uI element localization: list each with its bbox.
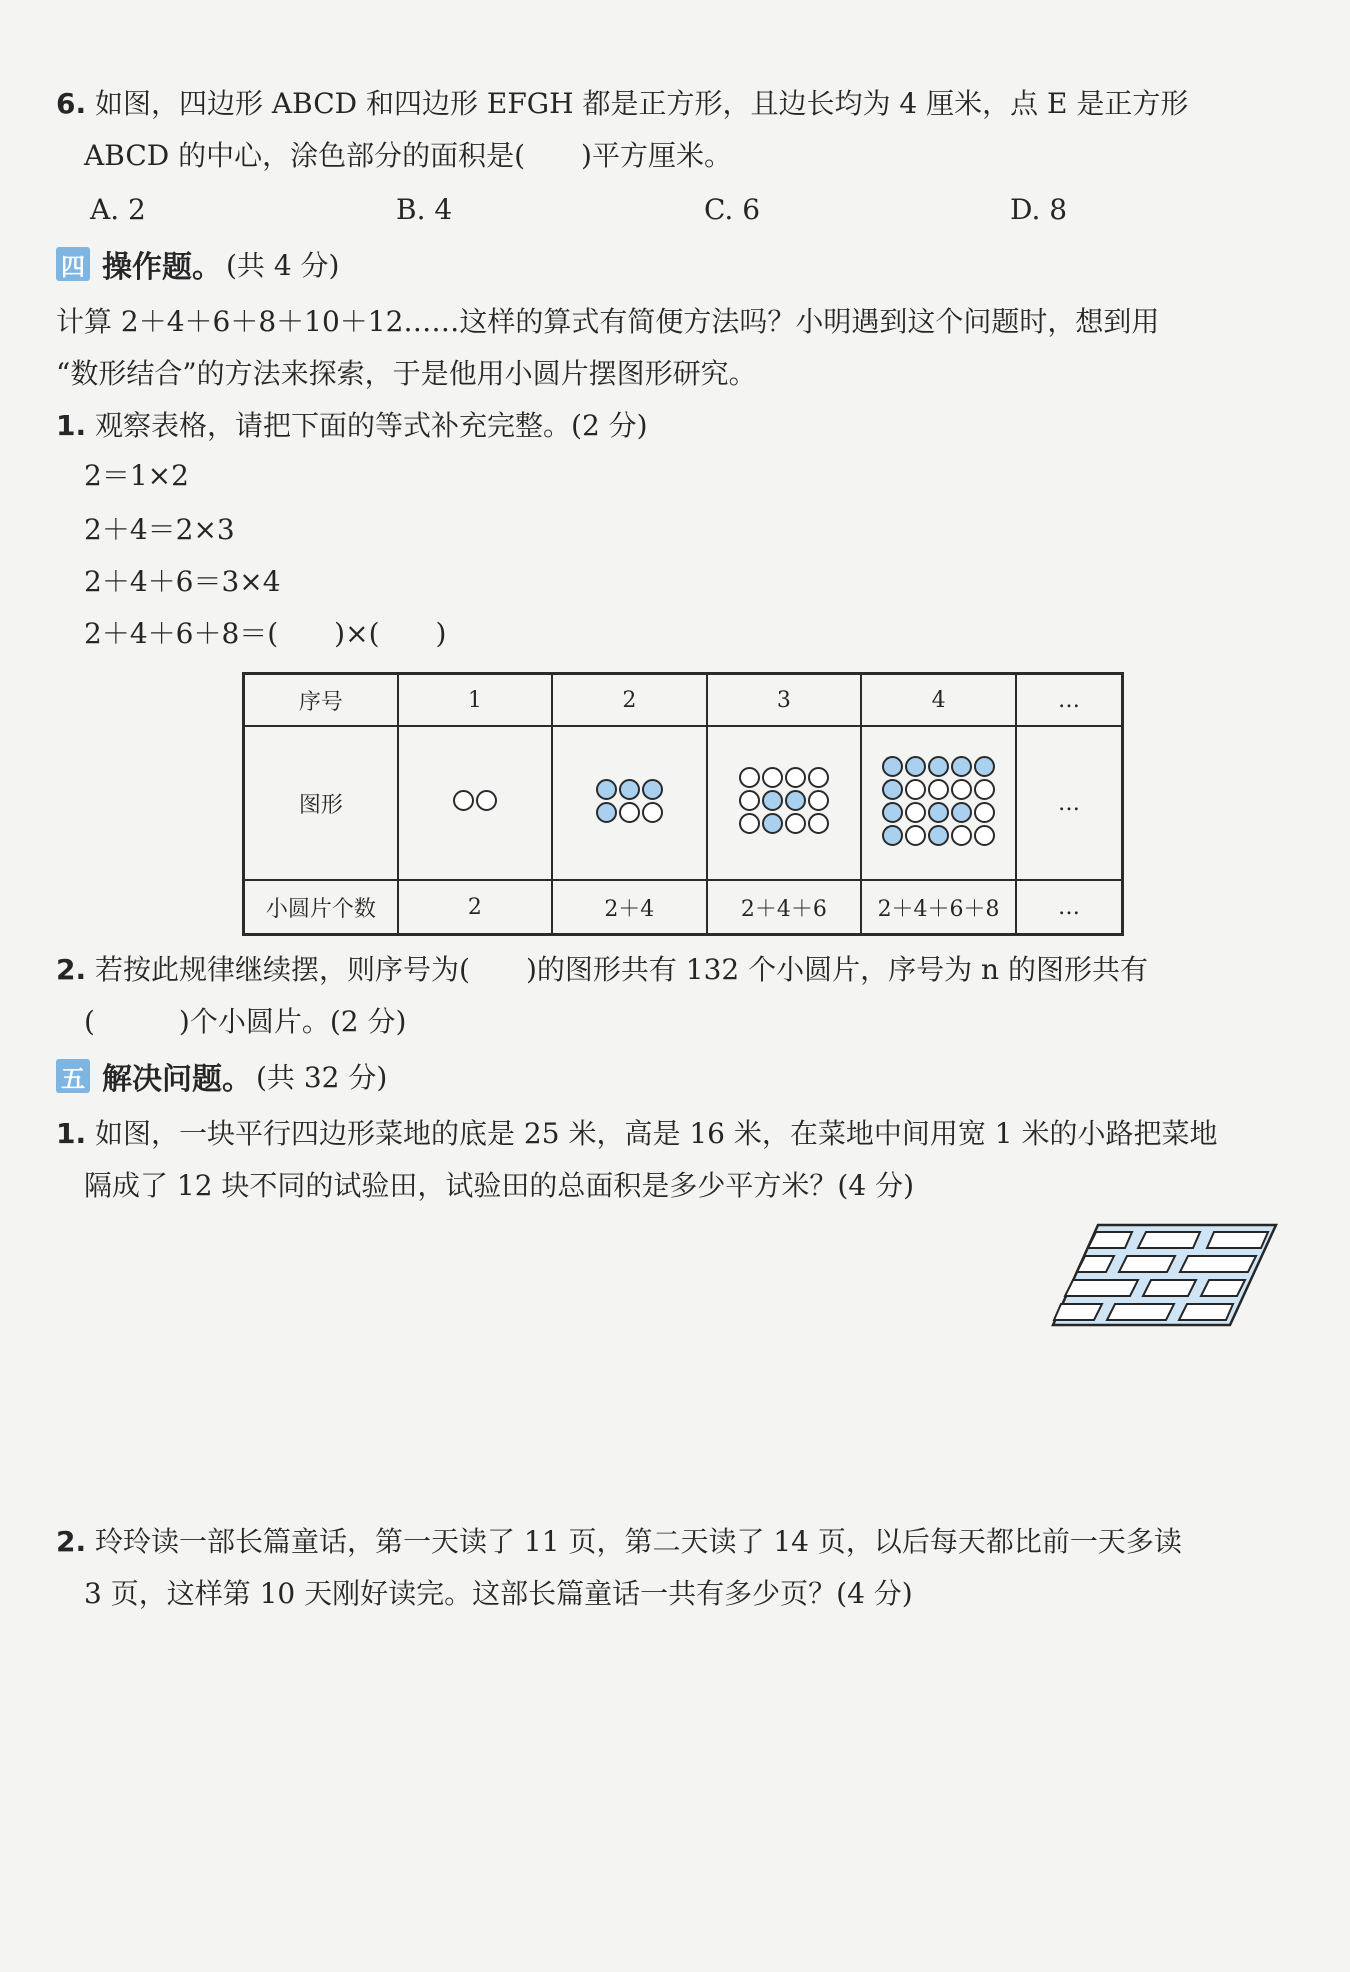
circle-piece (928, 779, 949, 800)
circle-piece-shaded (928, 825, 949, 846)
count-cell-3: 2＋4＋6 (707, 880, 862, 935)
figure-cell-4 (861, 726, 1016, 880)
q6-number: 6. (56, 87, 87, 120)
circle-piece (974, 779, 995, 800)
q6-text-line1: 如图，四边形 ABCD 和四边形 EFGH 都是正方形，且边长均为 4 厘米，点 E 是正方形 (95, 87, 1189, 120)
section4-badge: 四 (56, 247, 90, 281)
s5-q2-line1 (56, 1522, 1182, 1562)
vegetable-field-diagram (1050, 1222, 1290, 1328)
section4-score: (共 4 分) (226, 249, 340, 282)
row-header-figure: 图形 (244, 726, 398, 880)
s5-q2-number: 2. (56, 1525, 87, 1558)
circle-piece (785, 813, 806, 834)
s4-q1-text: 观察表格，请把下面的等式补充完整。(2 分) (95, 409, 648, 442)
circle-piece-shaded (951, 802, 972, 823)
circle-piece (808, 813, 829, 834)
circle-piece (642, 802, 663, 823)
section4-intro-line2: “数形结合”的方法来探索，于是他用小圆片摆图形研究。 (56, 357, 757, 390)
q6-option-d[interactable]: D. 8 (1010, 193, 1068, 226)
circle-piece (619, 802, 640, 823)
q6-line1 (56, 84, 1188, 124)
equation-2: 2＋4＝2×3 (84, 513, 235, 546)
circle-piece (951, 825, 972, 846)
figure-cell-more: … (1016, 726, 1123, 880)
figure-cell-2 (552, 726, 706, 880)
circle-piece-shaded (951, 756, 972, 777)
circle-piece-shaded (928, 802, 949, 823)
s4-q2-text-line2: ( )个小圆片。(2 分) (84, 1005, 407, 1038)
circle-piece (739, 790, 760, 811)
circle-piece-shaded (882, 825, 903, 846)
circle-piece (905, 825, 926, 846)
q6-option-b[interactable]: B. 4 (396, 193, 453, 226)
s5-q1-line1 (56, 1114, 1218, 1154)
s4-q1 (56, 406, 648, 446)
circle-piece (974, 802, 995, 823)
table-row-index (244, 674, 1123, 727)
s4-q2-line1 (56, 950, 1148, 990)
index-cell-2: 2 (552, 674, 706, 727)
circle-piece-shaded (762, 790, 783, 811)
circle-piece-shaded (596, 802, 617, 823)
equation-1: 2＝1×2 (84, 459, 189, 492)
section5-score: (共 32 分) (256, 1061, 388, 1094)
circle-figure-2 (595, 778, 664, 824)
table-row-count (244, 880, 1123, 935)
circle-piece (951, 779, 972, 800)
s5-q2-text-line2: 3 页，这样第 10 天刚好读完。这部长篇童话一共有多少页？(4 分) (84, 1577, 913, 1610)
s4-q2-text-line1: 若按此规律继续摆，则序号为( )的图形共有 132 个小圆片，序号为 n 的图形共有 (95, 953, 1148, 986)
s4-q1-number: 1. (56, 409, 87, 442)
circle-figure-4 (881, 755, 996, 847)
s5-q1-number: 1. (56, 1117, 87, 1150)
circle-piece (808, 767, 829, 788)
circle-piece-shaded (905, 756, 926, 777)
circle-piece (739, 767, 760, 788)
count-cell-4: 2＋4＋6＋8 (861, 880, 1016, 935)
row-header-index: 序号 (244, 674, 398, 727)
section5-title: 解决问题。 (102, 1062, 252, 1097)
table-row-figure (244, 726, 1123, 880)
circle-piece (905, 802, 926, 823)
q6-text-line2: ABCD 的中心，涂色部分的面积是( )平方厘米。 (84, 139, 732, 172)
circle-piece-shaded (882, 802, 903, 823)
figure-cell-3 (707, 726, 862, 880)
circle-piece-shaded (619, 779, 640, 800)
circle-figure-1 (452, 789, 498, 812)
circle-piece-shaded (882, 756, 903, 777)
s4-q2-number: 2. (56, 953, 87, 986)
circle-piece-shaded (928, 756, 949, 777)
s5-q2-text-line1: 玲玲读一部长篇童话，第一天读了 11 页，第二天读了 14 页，以后每天都比前一天多读 (95, 1525, 1182, 1558)
circle-piece-shaded (642, 779, 663, 800)
circle-piece (453, 790, 474, 811)
circle-piece (762, 767, 783, 788)
row-header-count: 小圆片个数 (244, 880, 398, 935)
s5-q1-text-line1: 如图，一块平行四边形菜地的底是 25 米，高是 16 米，在菜地中间用宽 1 米的小路把菜地 (95, 1117, 1218, 1150)
circle-piece (808, 790, 829, 811)
count-cell-1: 2 (398, 880, 552, 935)
pattern-table (242, 672, 1124, 936)
q6-option-a[interactable]: A. 2 (90, 193, 146, 226)
circle-figure-3 (738, 766, 830, 835)
section5-badge: 五 (56, 1059, 90, 1093)
index-cell-1: 1 (398, 674, 552, 727)
circle-piece-shaded (882, 779, 903, 800)
circle-piece-shaded (785, 790, 806, 811)
circle-piece (974, 825, 995, 846)
count-cell-2: 2＋4 (552, 880, 706, 935)
section4-intro-line1: 计算 2＋4＋6＋8＋10＋12……这样的算式有简便方法吗？小明遇到这个问题时，想到用 (56, 305, 1160, 338)
circle-piece (476, 790, 497, 811)
circle-piece (905, 779, 926, 800)
circle-piece-shaded (762, 813, 783, 834)
circle-piece-shaded (974, 756, 995, 777)
section4-title: 操作题。 (102, 250, 222, 285)
circle-piece (785, 767, 806, 788)
s5-q1-text-line2: 隔成了 12 块不同的试验田，试验田的总面积是多少平方米？(4 分) (84, 1169, 914, 1202)
figure-cell-1 (398, 726, 552, 880)
circle-piece (739, 813, 760, 834)
section4-heading (56, 244, 339, 284)
index-cell-3: 3 (707, 674, 862, 727)
equation-3: 2＋4＋6＝3×4 (84, 565, 281, 598)
index-cell-more: … (1016, 674, 1123, 727)
circle-piece-shaded (596, 779, 617, 800)
index-cell-4: 4 (861, 674, 1016, 727)
equation-4[interactable]: 2＋4＋6＋8＝( )×( ) (84, 617, 447, 650)
count-cell-more: … (1016, 880, 1123, 935)
q6-option-c[interactable]: C. 6 (704, 193, 761, 226)
section5-heading (56, 1056, 387, 1096)
